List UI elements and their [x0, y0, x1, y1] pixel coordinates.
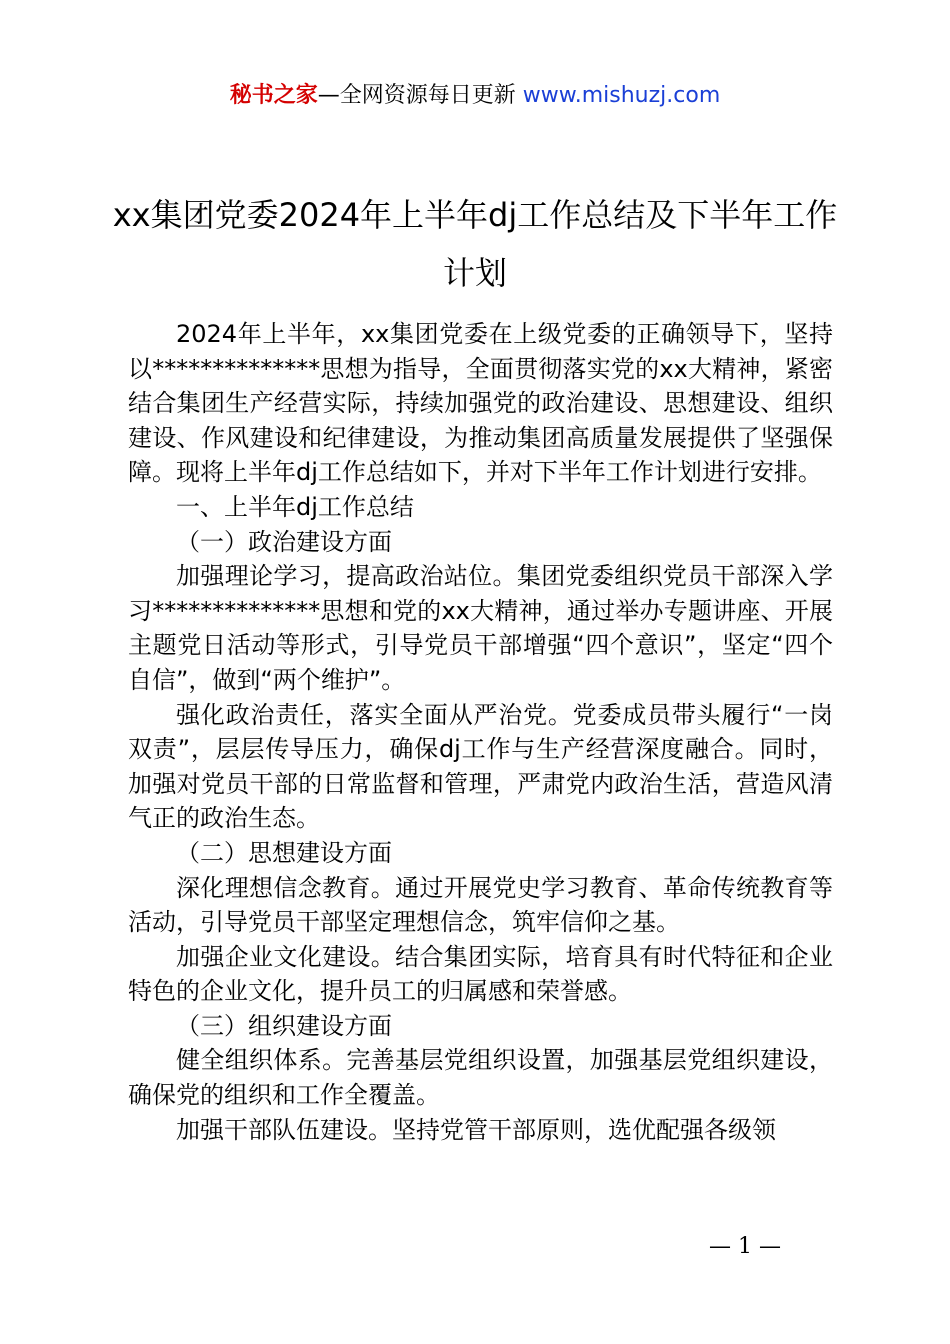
body-paragraph: 加强企业文化建设。结合集团实际，培育具有时代特征和企业特色的企业文化，提升员工的归属感和荣誉感。: [128, 942, 833, 1006]
body-paragraph: 健全组织体系。完善基层党组织设置，加强基层党组织建设，确保党的组织和工作全覆盖。: [128, 1046, 833, 1110]
body-paragraph: 加强理论学习，提高政治站位。集团党委组织党员干部深入学习**************思想和党的xx大精神，通过举办专题讲座、开展主题党日活动等形式，引导党员干部增强“四个意识”，坚定“四个自信”，做到“两个维护”。: [128, 562, 833, 694]
subsection-heading: （一）政治建设方面: [176, 527, 392, 556]
body-paragraph: 强化政治责任，落实全面从严治党。党委成员带头履行“一岗双责”，层层传导压力，确保dj工作与生产经营深度融合。同时，加强对党员干部的日常监督和管理，严肃党内政治生活，营造风清气正的政治生态。: [128, 700, 833, 833]
document-title: xx集团党委2024年上半年dj工作总结及下半年工作计划: [112, 196, 838, 292]
page-number: — 1 —: [709, 1234, 781, 1259]
subsection-heading: （二）思想建设方面: [176, 838, 392, 867]
header-tagline: —全网资源每日更新: [317, 83, 523, 108]
site-header: [0, 80, 950, 112]
body-paragraph: 深化理想信念教育。通过开展党史学习教育、革命传统教育等活动，引导党员干部坚定理想信念，筑牢信仰之基。: [128, 873, 833, 937]
document-body: [128, 317, 833, 1147]
section-heading: 一、上半年dj工作总结: [176, 492, 414, 521]
body-paragraph: 加强干部队伍建设。坚持党管干部原则，选优配强各级领: [176, 1115, 776, 1144]
header-url-link[interactable]: www.mishuzj.com: [522, 83, 721, 108]
header-brand: 秘书之家: [229, 83, 318, 108]
intro-paragraph: 2024年上半年，xx集团党委在上级党委的正确领导下，坚持以**************思想为指导，全面贯彻落实党的xx大精神，紧密结合集团生产经营实际，持续加强党的政治建设、思想建设、组织建设、作风建设和纪律建设，为推动集团高质量发展提供了坚强保障。现将上半年dj工作总结如下，并对下半年工作计划进行安排。: [128, 320, 833, 487]
subsection-heading: （三）组织建设方面: [176, 1011, 392, 1040]
